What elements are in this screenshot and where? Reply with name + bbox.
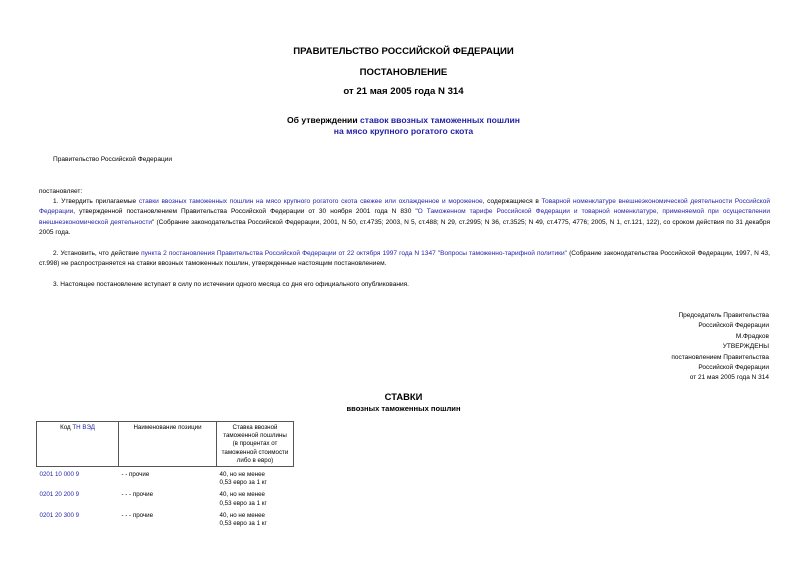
row-name: - - прочие (121, 471, 150, 479)
title-link-rates[interactable]: ставок ввозных таможенных пошлин (360, 115, 520, 125)
p1-link-tariff[interactable]: О Таможенном тарифе Российской Федерации и товарной номенклатуре, применяемой при осуществлении внешнеэкономической деятельности (39, 208, 770, 226)
p1-text-c: , утвержденной постановлением Правительства Российской Федерации от 30 ноября 2001 года N 830 " (73, 208, 418, 216)
row-rate-l1: 40, но не менее (219, 491, 265, 499)
rates-title: СТАВКИ (384, 391, 423, 402)
row-rate (217, 487, 294, 507)
col-header-rate (217, 422, 294, 467)
approval-line-3: Российской Федерации (698, 364, 769, 372)
row-code-link[interactable]: 0201 20 200 9 (39, 491, 80, 499)
doc-date: от 21 мая 2005 года N 314 (343, 86, 464, 97)
signature-name: М.Фрадков (735, 332, 769, 340)
col-header-rate-l2: таможенной пошлины (223, 432, 287, 440)
col-header-rate-l3: (в процентах от (232, 440, 278, 448)
signature-position: Председатель Правительства (678, 312, 769, 319)
title-prefix: Об утверждении (286, 115, 361, 125)
table-row (37, 487, 294, 507)
title-link-meat[interactable]: на мясо крупного рогатого скота (333, 126, 474, 136)
col-header-rate-l4: таможенной стоимости (221, 448, 289, 456)
p1-text-a: 1. Утвердить прилагаемые (53, 198, 139, 205)
p1-text-d: " (Собрание законодательства Российской Федерации, 2001, N 50, ст.4735; 2003, N 5, ст.488; N 29, ст.2995; N 36, ст.3525; N 49, ст.4775, 4776; 2005, N 1, ст.121, 122), со сроком действия по 31 декабря 2005 года. (39, 218, 770, 237)
p1-link-nomenclature[interactable]: Товарной номенклатуре внешнеэкономической деятельности Российской Федерации (39, 198, 771, 216)
p2-text-a: 2. Установить, что действие (53, 250, 142, 257)
col-header-code-link[interactable]: ТН ВЭД (72, 424, 95, 431)
row-rate-l1: 40, но не менее (219, 511, 265, 519)
row-name: - - - прочие (121, 491, 154, 499)
decree-text: постановляет: (39, 188, 83, 195)
p1-text-b: , содержащиеся в (482, 198, 542, 205)
row-rate-l2: 0,53 евро за 1 кг (219, 499, 267, 507)
col-header-code (37, 422, 119, 467)
table-header-row (37, 422, 294, 467)
table-row (37, 508, 294, 528)
col-header-rate-l5: либо в евро) (236, 456, 274, 464)
doc-type-heading: ПОСТАНОВЛЕНИЕ (359, 67, 448, 78)
row-rate-l2: 0,53 евро за 1 кг (219, 520, 267, 528)
row-rate-l1: 40, но не менее (219, 471, 265, 479)
paragraph-1 (39, 197, 770, 239)
approval-date: от 21 мая 2005 года N 314 (689, 374, 769, 382)
paragraph-2 (39, 249, 770, 270)
row-code-link[interactable]: 0201 20 300 9 (39, 511, 80, 519)
approval-line-2: постановлением Правительства (671, 353, 769, 361)
row-rate (217, 508, 294, 528)
p2-link-decree[interactable]: пункта 2 постановления Правительства Российской Федерации от 22 октября 1997 года N 1347 "Вопросы таможенно-тарифной политики" (141, 250, 567, 257)
row-name: - - - прочие (121, 511, 154, 519)
table-row (37, 467, 294, 488)
p2-text-b: (Собрание законодательства Российской Федерации, 1997, N 43, ст.998) не распространяется на ставки ввозных таможенных пошлин, утвержденные настоящим постановлением. (39, 250, 770, 268)
row-rate (217, 467, 294, 488)
approval-heading: УТВЕРЖДЕНЫ (722, 343, 769, 351)
intro-text: Правительство Российской Федерации (53, 156, 173, 163)
row-code-link[interactable]: 0201 10 000 9 (39, 471, 80, 479)
signature-block (671, 311, 769, 384)
doc-title (0, 115, 807, 137)
rates-table (36, 421, 294, 528)
rates-subtitle: ввозных таможенных пошлин (346, 404, 461, 413)
paragraph-3: 3. Настоящее постановление вступает в силу по истечении одного месяца со дня его официального опубликования. (53, 281, 409, 288)
col-header-code-prefix: Код (60, 424, 73, 431)
p1-link-rates[interactable]: ставки ввозных таможенных пошлин на мясо крупного рогатого скота свежее или охлажденное и мороженое (138, 198, 483, 205)
row-rate-l2: 0,53 евро за 1 кг (219, 479, 267, 487)
col-header-rate-l1: Ставка ввозной (232, 424, 278, 431)
signature-country: Российской Федерации (698, 322, 769, 330)
government-heading: ПРАВИТЕЛЬСТВО РОССИЙСКОЙ ФЕДЕРАЦИИ (293, 46, 514, 57)
col-header-name: Наименование позиции (119, 422, 217, 467)
